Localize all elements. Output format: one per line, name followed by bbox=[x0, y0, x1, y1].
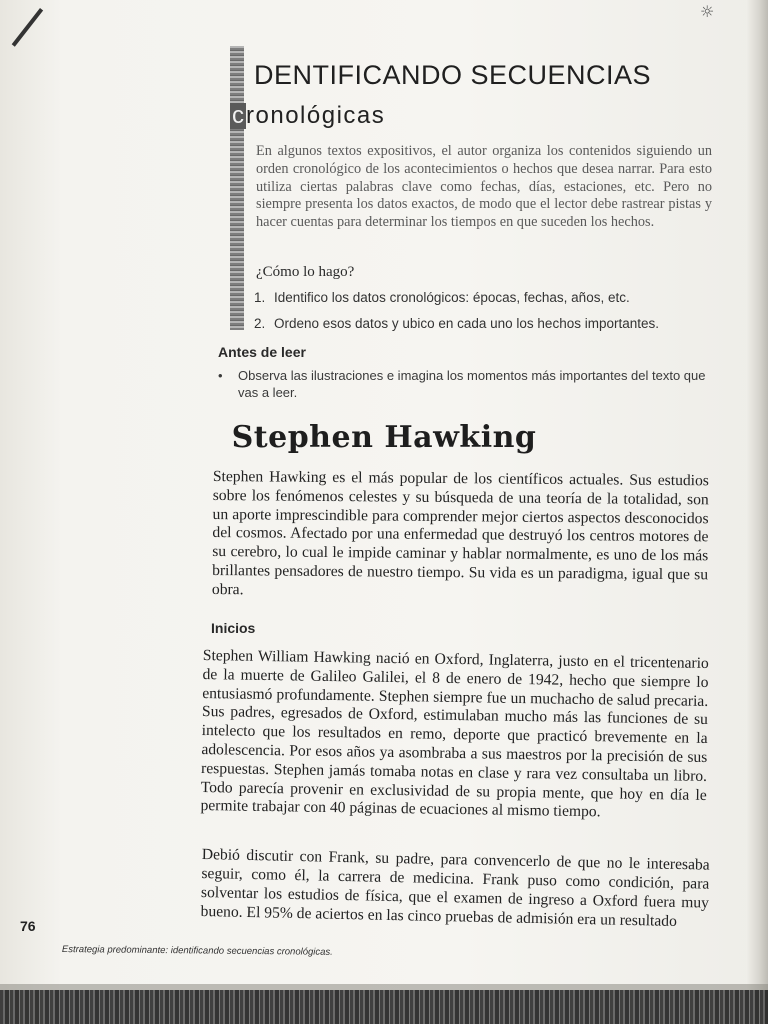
before-reading-item: • Observa las ilustraciones e imagina los momentos más importantes del texto que vas a leer. bbox=[218, 368, 706, 400]
list-item: 2. Ordeno esos datos y ubico en cada uno los hechos importantes. bbox=[254, 316, 659, 331]
page-title-line2 bbox=[230, 102, 385, 130]
pen-mark bbox=[12, 8, 43, 47]
corner-mark-icon: ☼ bbox=[700, 2, 715, 21]
story-paragraph-3: Debió discutir con Frank, su padre, para convencerlo de que no le interesaba seguir, como él, la carrera de medicina. Frank puso como condición, para solventar los estudios de física, que el examen de ingreso a Oxford fuera muy bueno. El 95% de aciertos en las cinco pruebas de admisión era un resultado bbox=[200, 846, 710, 930]
header-decoration-bar bbox=[230, 46, 244, 330]
story-paragraph-1: Stephen Hawking es el más popular de los científicos actuales. Sus estudios sobre los fenómenos celestes y su búsqueda de una teoría de la totalidad, son un aporte imprescindible para comprender mejor ciertos aspectos desconocidos del cosmos. Afectado por una enfermedad que destruyó los centros motores de su cerebro, lo cual le impide caminar y hablar normalmente, es uno de los más brillantes pensadores de nuestro tiempo. Su vida es un paradigma, igual que su obra. bbox=[211, 468, 709, 599]
scan-bottom-edge bbox=[0, 990, 768, 1024]
bullet-icon: • bbox=[218, 368, 223, 383]
list-item: 1. Identifico los datos cronológicos: épocas, fechas, años, etc. bbox=[254, 290, 630, 305]
how-question: ¿Cómo lo hago? bbox=[256, 264, 355, 280]
steps-list bbox=[254, 290, 724, 342]
page-number: 76 bbox=[20, 918, 36, 934]
page-edge-shadow bbox=[746, 0, 768, 1024]
section-heading-inicios: Inicios bbox=[211, 620, 256, 636]
footer-strategy: Estrategia predominante: identificando secuencias cronológicas. bbox=[61, 944, 333, 958]
title-initial: c bbox=[232, 102, 244, 129]
before-reading-heading: Antes de leer bbox=[218, 344, 306, 360]
story-paragraph-2: Stephen William Hawking nació en Oxford, Inglaterra, justo en el tricentenario de la muerte de Galileo Galilei, el 8 de enero de 1942, hecho que siempre lo entusiasmó profundamente. Stephen siempre fue un muchacho de salud precaria. Sus padres, egresados de Oxford, estimulaban mucho más las funciones de su intelecto que los resultados en remo, deporte que practicó brevemente en la adolescencia. Por esos años ya asombraba a sus maestros por la precisión de sus respuestas. Stephen jamás tomaba notas en clase y rara vez consultaba un libro. Todo parecía provenir en exclusividad de su propia mente, que hoy en día le permite trabajar con 40 páginas de ecuaciones al mismo tiempo. bbox=[200, 647, 709, 821]
page-title-line1: DENTIFICANDO SECUENCIAS bbox=[254, 60, 652, 90]
intro-paragraph: En algunos textos expositivos, el autor organiza los contenidos siguiendo un orden cronológico de los acontecimientos o hechos que desea narrar. Para esto utiliza ciertas palabras clave como fechas, días, estaciones, etc. Pero no siempre presenta los datos exactos, de modo que el lector debe rastrear pistas y hacer cuentas para determinar los tiempos en que suceden los hechos. bbox=[256, 143, 712, 231]
story-title: Stephen Hawking bbox=[231, 420, 537, 455]
title-rest: ronológicas bbox=[246, 102, 386, 129]
